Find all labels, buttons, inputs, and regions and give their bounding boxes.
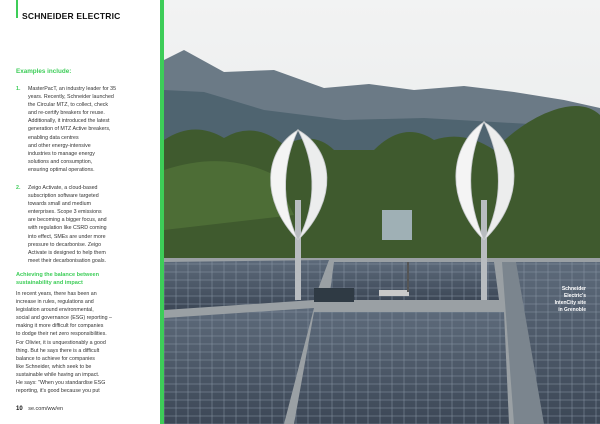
photo-caption: Schneider Electric's IntenCity site in Grenoble xyxy=(554,286,586,313)
list-item xyxy=(16,85,156,174)
footer-url[interactable]: se.com/ww/en xyxy=(28,406,64,412)
section-subheading: Achieving the balance between sustainability and impact xyxy=(16,272,99,286)
brand-title: SCHNEIDER ELECTRIC xyxy=(22,11,121,21)
rooftop-wind-turbines-image xyxy=(164,0,600,424)
list-item-text: Zeigo Activate, a cloud-based subscription software targeted towards small and medium enterprises. Scope 3 emissions are becoming a bigger focus, and with regulation like CSRD coming into effect, SMEs are under more pressure to decarbonise. Zeigo Activate is designed to help them meet their decarbonisation goals. xyxy=(28,185,107,264)
text-column xyxy=(0,0,160,424)
examples-heading: Examples include: xyxy=(16,68,72,75)
list-item-number: 2. xyxy=(16,185,21,191)
body-paragraph: In recent years, there has been an increase in rules, regulations and legislation around environmental, social and governance (ESG) reporting – making it more difficult for companies to dodge their net zero responsibilities. For Olivier, it is unquestionably a good thing. But he says there is a difficult balance to achieve for companies like Schneider, which seek to be sustainable while having an impact. He says: "When you standardise ESG reporting, it's good because you put xyxy=(16,291,112,395)
brand-accent-bar xyxy=(16,0,18,18)
page-footer xyxy=(16,406,63,412)
rooftop-photo xyxy=(164,0,600,424)
list-item-number: 1. xyxy=(16,86,21,92)
page-number: 10 xyxy=(16,406,23,412)
list-item-text: MasterPacT, an industry leader for 35 years. Recently, Schneider launched the Circular MTZ, to collect, check and re-certify breakers for reuse. Additionally, it introduced the latest generation of MTZ Active breakers, enabling data centres and other energy-intensive industries to manage energy solutions and consumption, ensuring optimal operations. xyxy=(28,86,117,173)
list-item xyxy=(16,184,156,265)
